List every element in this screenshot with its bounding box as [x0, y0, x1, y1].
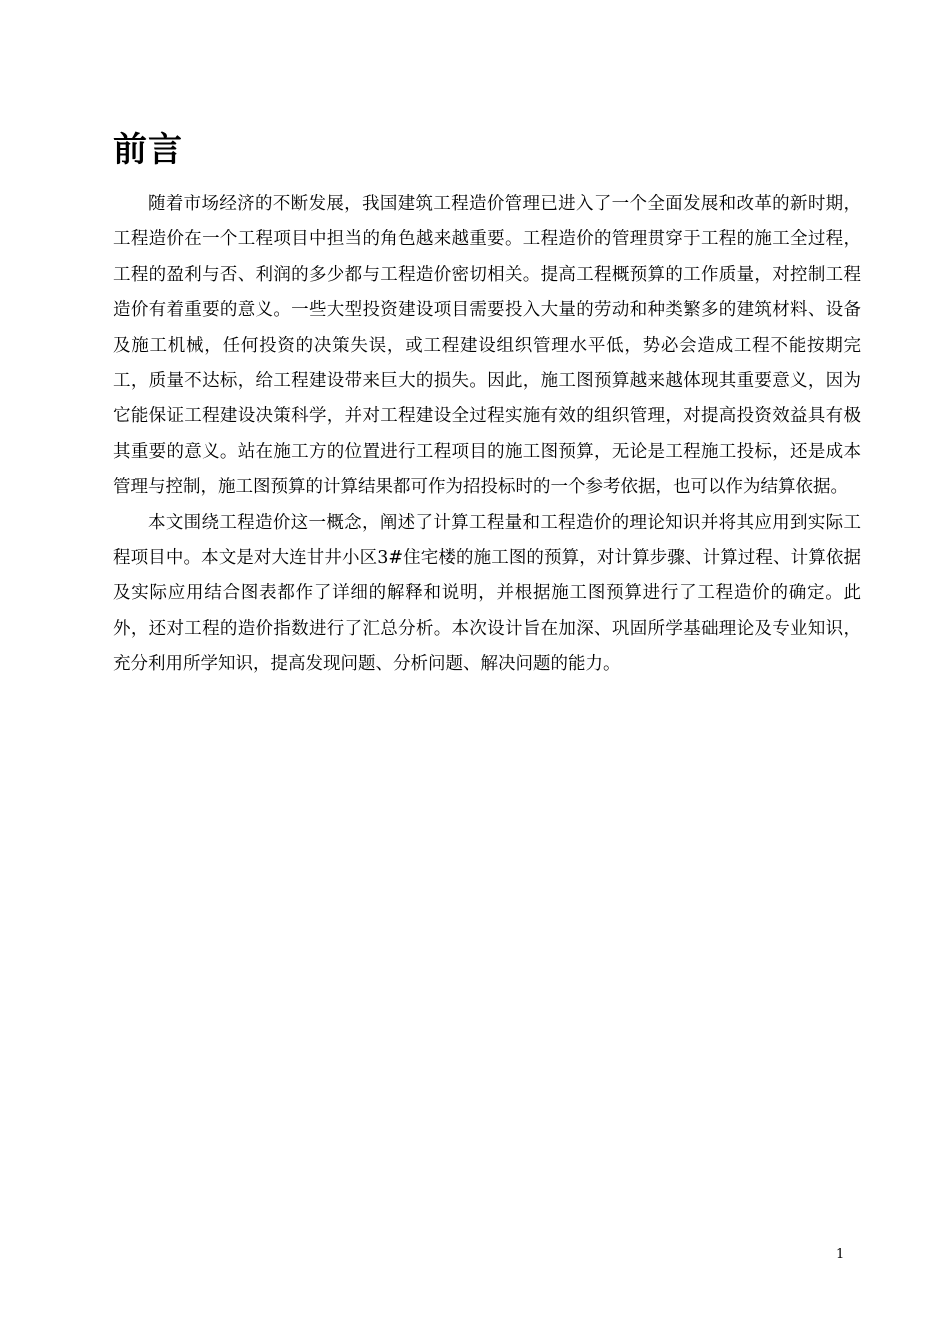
page-title: 前言: [113, 130, 183, 170]
page-number: 1: [836, 1247, 845, 1262]
paragraph-1: 随着市场经济的不断发展，我国建筑工程造价管理已进入了一个全面发展和改革的新时期，工程造价在一个工程项目中担当的角色越来越重要。工程造价的管理贯穿于工程的施工全过程，工程的盈利与否、利润的多少都与工程造价密切相关。提高工程概预算的工作质量，对控制工程造价有着重要的意义。一些大型投资建设项目需要投入大量的劳动和种类繁多的建筑材料、设备及施工机械，任何投资的决策失误，或工程建设组织管理水平低，势必会造成工程不能按期完工，质量不达标，给工程建设带来巨大的损失。因此，施工图预算越来越体现其重要意义，因为它能保证工程建设决策科学，并对工程建设全过程实施有效的组织管理，对提高投资效益具有极其重要的意义。站在施工方的位置进行工程项目的施工图预算，无论是工程施工投标，还是成本管理与控制，施工图预算的计算结果都可作为招投标时的一个参考依据，也可以作为结算依据。: [113, 194, 861, 498]
body-text: [113, 187, 861, 683]
paragraph-2: 本文围绕工程造价这一概念，阐述了计算工程量和工程造价的理论知识并将其应用到实际工程项目中。本文是对大连甘井小区3#住宅楼的施工图的预算，对计算步骤、计算过程、计算依据及实际应用结合图表都作了详细的解释和说明，并根据施工图预算进行了工程造价的确定。此外，还对工程的造价指数进行了汇总分析。本次设计旨在加深、巩固所学基础理论及专业知识，充分利用所学知识，提高发现问题、分析问题、解决问题的能力。: [113, 512, 861, 675]
